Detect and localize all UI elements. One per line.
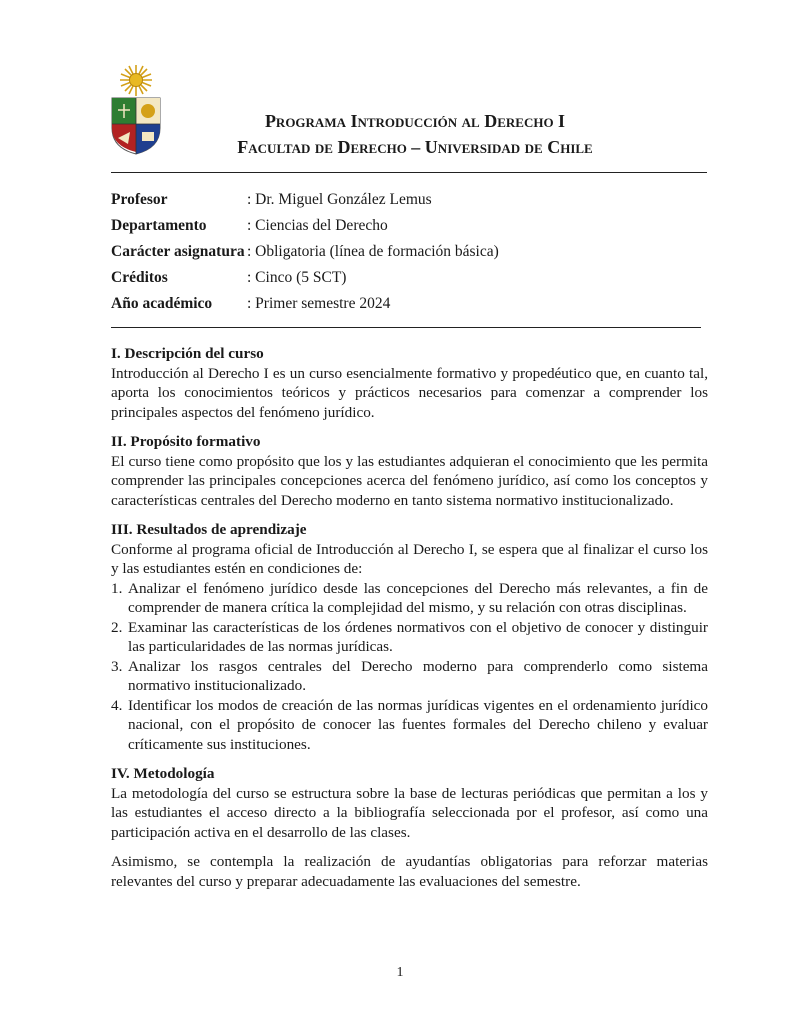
list-item-text: Analizar los rasgos centrales del Derecho moderno para comprenderlo como sistema normativo institucionalizado. [128,657,708,694]
university-crest-logo [108,62,164,156]
section-heading: IV. Metodología [111,765,215,782]
section-paragraph: El curso tiene como propósito que los y las estudiantes adquieran el conocimiento que les permita comprender las principales concepciones acerca del fenómeno jurídico, así como los conceptos y características centrales del Derecho moderno en tanto sistema normativo institucionalizado. [111,452,708,509]
section-heading: III. Resultados de aprendizaje [111,521,307,538]
section-paragraph: Conforme al programa oficial de Introducción al Derecho I, se espera que al finalizar el curso los y las estudiantes estén en condiciones de: [111,540,708,577]
document-body [111,344,708,891]
section-paragraph: Asimismo, se contempla la realización de ayudantías obligatorias para reforzar materias relevantes del curso y preparar adecuadamente las evaluaciones del semestre. [111,853,708,890]
info-row-anio [111,291,499,317]
section-paragraph: Introducción al Derecho I es un curso esencialmente formativo y propedéutico que, en cuanto tal, aporta los conocimientos teóricos y prácticos necesarios para comenzar a comprender los principales aspectos del fenómeno jurídico. [111,364,708,421]
list-item [111,696,708,755]
course-info-table [111,187,499,317]
info-value: : Cinco (5 SCT) [247,269,347,286]
title-line-faculty: Facultad de Derecho – Universidad de Chile [237,137,593,157]
info-label: Carácter asignatura [111,243,245,260]
section-descripcion [111,344,708,422]
list-item-text: Examinar las características de los órdenes normativos con el objetivo de conocer y distinguir las particularidades de las normas jurídicas. [128,618,708,655]
info-row-creditos [111,265,499,291]
info-label: Profesor [111,191,168,208]
list-item [111,579,708,618]
section-heading: I. Descripción del curso [111,345,264,362]
section-metodologia [111,764,708,891]
header-divider [111,172,707,173]
title-line-program: Programa Introducción al Derecho I [264,111,566,131]
info-value: : Obligatoria (línea de formación básica) [247,243,499,260]
section-heading: II. Propósito formativo [111,433,261,450]
section-resultados [111,520,708,754]
list-item-number: 3. [111,657,123,675]
info-row-caracter [111,239,499,265]
page-number: 1 [396,965,404,980]
document-title [175,108,655,160]
info-value: : Dr. Miguel González Lemus [247,191,432,208]
list-item-text: Identificar los modos de creación de las normas jurídicas vigentes en el ordenamiento jurídico nacional, con el propósito de conocer las fuentes formales del Derecho chileno y evaluar críticamente sus instituciones. [128,696,708,753]
section-proposito [111,432,708,510]
info-label: Departamento [111,217,207,234]
list-item [111,657,708,696]
list-item-number: 1. [111,579,123,597]
list-item [111,618,708,657]
list-item-number: 2. [111,618,123,636]
info-value: : Ciencias del Derecho [247,217,388,234]
info-divider [111,327,701,328]
info-label: Año académico [111,295,213,312]
section-paragraph: La metodología del curso se estructura sobre la base de lecturas periódicas que permitan a los y las estudiantes el acceso directo a la bibliografía seleccionada por el profesor, así como una participación activa en el desarrollo de las clases. [111,784,708,841]
list-item-number: 4. [111,696,123,714]
shield-icon [112,98,160,154]
list-item-text: Analizar el fenómeno jurídico desde las concepciones del Derecho más relevantes, a fin de comprender de manera crítica la complejidad del mismo, y su relación con otras disciplinas. [128,579,708,616]
info-row-profesor [111,187,499,213]
learning-outcomes-list [111,579,708,755]
sun-icon [120,65,152,96]
info-label: Créditos [111,269,168,286]
info-row-departamento [111,213,499,239]
info-value: : Primer semestre 2024 [247,295,391,312]
